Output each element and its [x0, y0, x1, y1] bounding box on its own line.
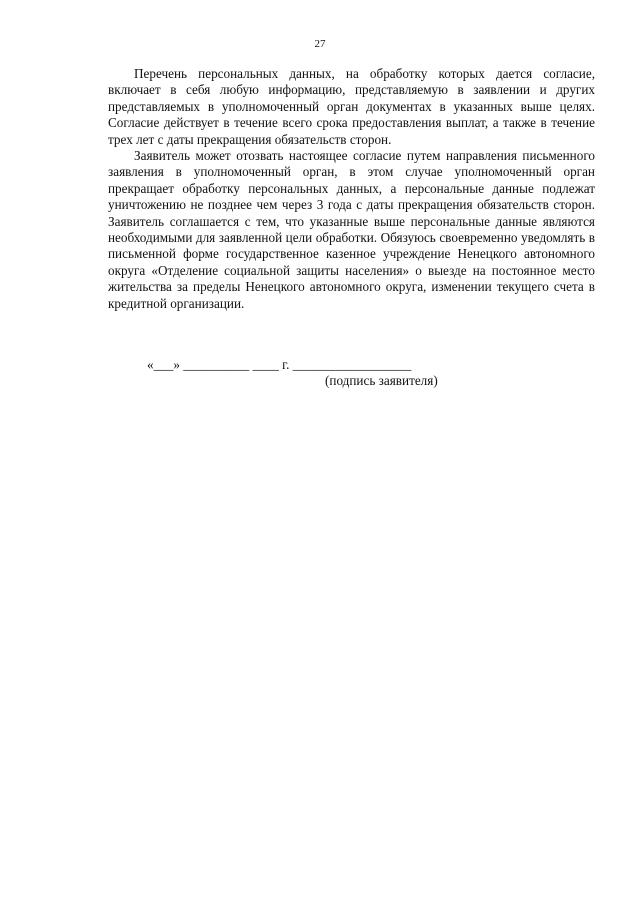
- signature-caption: (подпись заявителя): [325, 373, 438, 388]
- document-body: [108, 66, 595, 312]
- paragraph-personal-data-list: Перечень персональных данных, на обработку которых дается согласие, включает в себя любую информацию, представляемую в заявлении и других представляемых в уполномоченный орган документах в указанных выше целях. Согласие действует в течение всего срока предоставления выплат, а также в течение трех лет с даты прекращения обязательств сторон.: [108, 66, 595, 147]
- page-number: 27: [314, 38, 326, 50]
- signature-date-line: «___» __________ ____ г. __________________: [147, 357, 412, 372]
- paragraph-consent-revocation: Заявитель может отозвать настоящее согласие путем направления письменного заявления в уполномоченный орган, в этом случае уполномоченный орган прекращает обработку персональных данных, а персональные данные подлежат уничтожению не позднее чем через 3 года с даты прекращения обязательств сторон. Заявитель соглашается с тем, что указанные выше персональные данные являются необходимыми для заявленной цели обработки. Обязуюсь своевременно уведомлять в письменной форме государственное казенное учреждение Ненецкого автономного округа «Отделение социальной защиты населения» о выезде на постоянное место жительства за пределы Ненецкого автономного округа, изменении текущего счета в кредитной организации.: [108, 148, 595, 311]
